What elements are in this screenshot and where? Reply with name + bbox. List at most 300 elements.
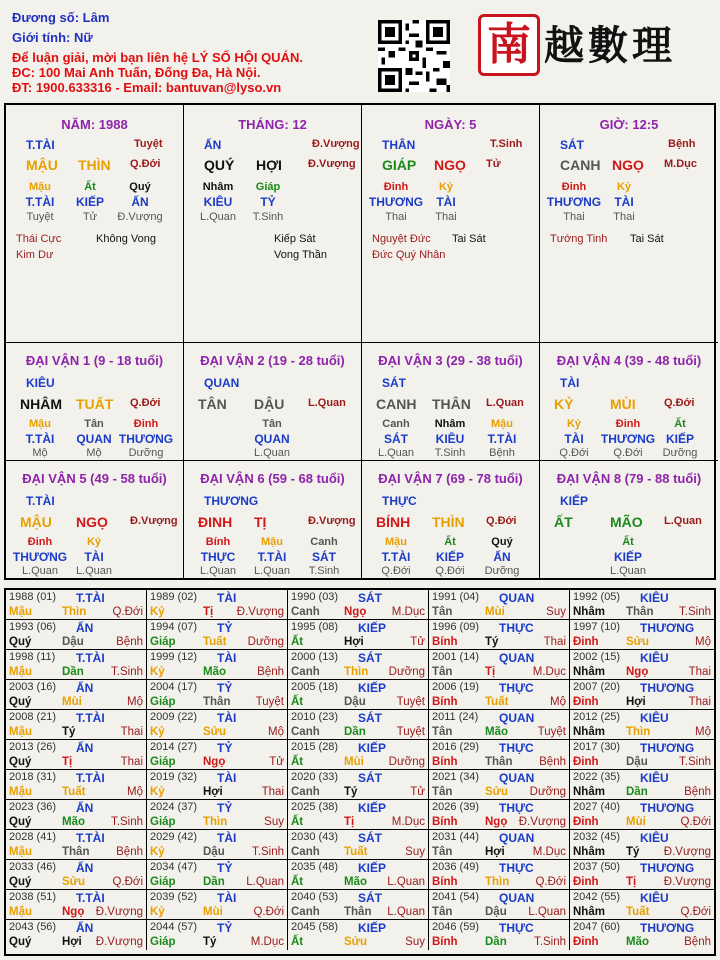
year-cell	[6, 710, 147, 740]
year-label: 2020 (33)	[291, 771, 339, 783]
year-life: Suy	[546, 606, 566, 618]
year-label: 2015 (28)	[291, 741, 339, 753]
year-label: 2022 (35)	[573, 771, 621, 783]
dai-van-life: L.Quan	[308, 397, 346, 409]
year-life: Đ.Vượng	[95, 906, 143, 918]
dai-van-hidden-stem: Ất	[674, 418, 686, 430]
hidden-god: THƯƠNG	[546, 195, 602, 209]
year-life: Q.Đới	[535, 876, 566, 888]
year-god: SÁT	[358, 711, 382, 725]
year-life: M.Dục	[391, 816, 425, 828]
dai-van-stem: ĐINH	[198, 514, 233, 530]
year-life: Tuyệt	[396, 696, 425, 708]
year-god: ẤN	[76, 681, 94, 695]
year-stem: Tân	[432, 606, 453, 618]
year-god: THỰC	[499, 681, 534, 695]
pillar-life-stage: Bệnh	[668, 138, 696, 150]
year-god: TÀI	[217, 891, 237, 905]
dai-van-cell-2	[184, 343, 362, 461]
year-life: Thai	[688, 666, 711, 678]
hidden-life: Đ.Vượng	[117, 211, 163, 223]
year-branch: Thìn	[62, 606, 87, 618]
dai-van-cell-5	[6, 461, 184, 579]
dai-van-hidden-god: TÀI	[564, 432, 584, 446]
year-cell	[288, 830, 429, 860]
year-branch: Dần	[626, 786, 648, 798]
hidden-god: ẤN	[131, 195, 149, 209]
year-god: SÁT	[358, 831, 382, 845]
hidden-god: THƯƠNG	[368, 195, 424, 209]
year-label: 2018 (31)	[9, 771, 57, 783]
year-label: 2043 (56)	[9, 921, 57, 933]
year-cell	[147, 890, 288, 920]
hidden-stem: Đinh	[561, 181, 587, 193]
year-label: 2026 (39)	[432, 801, 480, 813]
year-life: Q.Đới	[112, 606, 143, 618]
year-branch: Thìn	[626, 726, 651, 738]
dai-van-hidden-god: T.TÀI	[257, 550, 287, 564]
year-life: Mộ	[695, 726, 711, 738]
year-label: 2000 (13)	[291, 651, 339, 663]
year-stem: Tân	[432, 846, 453, 858]
year-branch: Thân	[626, 606, 654, 618]
qr-code-icon	[378, 20, 450, 92]
year-life: L.Quan	[387, 906, 425, 918]
year-cell	[6, 770, 147, 800]
hidden-god: TÀI	[436, 195, 456, 209]
year-label: 2039 (52)	[150, 891, 198, 903]
dai-van-branch: DẬU	[254, 396, 285, 412]
pillar-stem: GIÁP	[382, 157, 417, 173]
year-god: TÀI	[217, 831, 237, 845]
dai-van-hidden-stem: Đinh	[615, 418, 641, 430]
year-life: Bệnh	[116, 846, 143, 858]
year-stem: Bính	[432, 816, 458, 828]
year-life: Mộ	[695, 636, 711, 648]
year-god: TÀI	[217, 651, 237, 665]
year-cell	[6, 860, 147, 890]
year-branch: Thân	[203, 696, 231, 708]
year-label: 2040 (53)	[291, 891, 339, 903]
year-label: 2016 (29)	[432, 741, 480, 753]
dai-van-hidden-stem: Bính	[205, 536, 231, 548]
dai-van-god: QUAN	[204, 376, 240, 390]
dai-van-hidden-god: T.TÀI	[25, 432, 55, 446]
year-branch: Mão	[344, 876, 367, 888]
year-label: 1996 (09)	[432, 621, 480, 633]
year-life: Thai	[120, 726, 143, 738]
dai-van-hidden-god: T.TÀI	[381, 550, 411, 564]
year-branch: Sửu	[344, 936, 368, 948]
year-cell	[570, 710, 714, 740]
dai-van-cell-7	[362, 461, 540, 579]
year-label: 2012 (25)	[573, 711, 621, 723]
year-god: KIẾP	[358, 621, 387, 635]
year-god: THƯƠNG	[640, 621, 695, 635]
year-stem: Kỷ	[150, 786, 165, 798]
year-label: 2033 (46)	[9, 861, 57, 873]
pillar-star: Vong Thần	[274, 249, 328, 261]
year-stem: Nhâm	[573, 786, 605, 798]
phone-email: ĐT: 1900.633316 - Email: bantuvan@lyso.vn	[12, 80, 282, 95]
year-stem: Đinh	[573, 696, 599, 708]
year-god: THƯƠNG	[640, 861, 695, 875]
dai-van-hidden-god: ẤN	[493, 550, 511, 564]
year-branch: Tị	[203, 606, 214, 618]
year-branch: Ngọ	[485, 816, 508, 828]
year-life: Dưỡng	[388, 666, 425, 678]
pillar-cell-3	[540, 105, 718, 343]
pillar-header: GIỜ: 12:5	[599, 117, 659, 132]
hidden-stem: Ất	[84, 181, 96, 193]
hidden-life: Thai	[435, 211, 457, 223]
hidden-life: Tuyệt	[26, 211, 54, 223]
year-cell	[429, 680, 570, 710]
year-cell	[6, 620, 147, 650]
year-cell	[429, 620, 570, 650]
dai-van-hidden-god: THƯƠNG	[118, 432, 174, 446]
pillar-cell-0	[6, 105, 184, 343]
year-cell	[147, 650, 288, 680]
year-god: TỶ	[217, 921, 233, 935]
year-stem: Nhâm	[573, 906, 605, 918]
pillar-cell-2	[362, 105, 540, 343]
dai-van-branch: THÂN	[432, 396, 471, 412]
year-stem: Giáp	[150, 876, 176, 888]
dai-van-god: THƯƠNG	[204, 494, 259, 508]
hidden-god: KIẾP	[75, 195, 105, 209]
year-stem: Mậu	[9, 906, 32, 918]
dai-van-hidden-life: Q.Đới	[613, 447, 643, 459]
year-cell	[570, 680, 714, 710]
year-cell	[147, 830, 288, 860]
year-life: Tử	[269, 756, 284, 768]
hidden-life: Thai	[563, 211, 585, 223]
year-cell	[147, 800, 288, 830]
year-cell	[6, 920, 147, 950]
year-stem: Quý	[9, 816, 32, 828]
pillar-star: Tướng Tinh	[550, 233, 608, 245]
year-god: KIẾP	[358, 861, 387, 875]
year-cell	[570, 830, 714, 860]
year-label: 2038 (51)	[9, 891, 57, 903]
year-life: L.Quan	[387, 876, 425, 888]
year-god: THỰC	[499, 801, 534, 815]
hidden-god: T.TÀI	[25, 195, 55, 209]
year-cell	[429, 740, 570, 770]
year-life: Đ.Vượng	[663, 846, 711, 858]
year-god: QUAN	[499, 651, 535, 665]
year-life: Tuyệt	[255, 696, 284, 708]
year-cell	[288, 710, 429, 740]
year-branch: Mùi	[203, 906, 223, 918]
year-cell	[288, 620, 429, 650]
year-cell	[288, 800, 429, 830]
year-label: 1988 (01)	[9, 591, 57, 603]
year-stem: Bính	[432, 936, 458, 948]
year-life: Đ.Vượng	[518, 816, 566, 828]
pillar-header: NĂM: 1988	[61, 117, 128, 132]
dai-van-hidden-god: SÁT	[384, 432, 408, 446]
year-branch: Tuất	[62, 786, 86, 798]
pillar-branch-stage: Q.Đới	[130, 158, 161, 170]
year-life: M.Dục	[250, 936, 284, 948]
pillar-life-stage: Tuyệt	[134, 138, 163, 150]
year-label: 2037 (50)	[573, 861, 621, 873]
hidden-stem: Đinh	[383, 181, 409, 193]
year-branch: Mùi	[62, 696, 82, 708]
year-god: ẤN	[76, 621, 94, 635]
dai-van-hidden-life: Dưỡng	[662, 447, 698, 459]
dai-van-hidden-stem: Mậu	[29, 418, 51, 430]
year-label: 2021 (34)	[432, 771, 480, 783]
pillar-branch-stage: Tử	[486, 158, 501, 170]
year-branch: Sửu	[203, 726, 227, 738]
dai-van-header: ĐẠI VẬN 3 (29 - 38 tuổi)	[378, 353, 523, 368]
pillar-star: Đức Quý Nhân	[372, 249, 446, 261]
year-life: Mộ	[550, 696, 566, 708]
year-god: TÀI	[217, 711, 237, 725]
dai-van-stem: TÂN	[198, 396, 227, 412]
dai-van-branch: TUẤT	[76, 396, 114, 412]
year-branch: Tý	[344, 786, 358, 798]
year-branch: Dậu	[485, 906, 507, 918]
year-cell	[6, 680, 147, 710]
year-label: 2005 (18)	[291, 681, 339, 693]
year-label: 2034 (47)	[150, 861, 198, 873]
year-stem: Tân	[432, 726, 453, 738]
dai-van-hidden-life: L.Quan	[75, 565, 113, 577]
gender: Giới tính: Nữ	[12, 30, 93, 45]
year-stem: Bính	[432, 636, 458, 648]
year-branch: Sửu	[626, 636, 650, 648]
year-life: L.Quan	[528, 906, 566, 918]
year-god: TỶ	[217, 621, 233, 635]
year-label: 2036 (49)	[432, 861, 480, 873]
dai-van-hidden-stem: Mậu	[385, 536, 407, 548]
pillar-branch: HỢI	[256, 157, 282, 173]
year-cell	[6, 650, 147, 680]
year-cell	[6, 830, 147, 860]
year-cell	[288, 680, 429, 710]
pillar-star: Không Vong	[96, 233, 156, 245]
year-stem: Ất	[291, 936, 304, 948]
year-god: TÀI	[217, 591, 237, 605]
year-branch: Tý	[203, 936, 217, 948]
year-branch: Mão	[62, 816, 85, 828]
year-god: THƯƠNG	[640, 801, 695, 815]
dai-van-god: TÀI	[560, 376, 580, 390]
dai-van-god: KIÊU	[26, 376, 55, 390]
year-life: Bệnh	[539, 756, 566, 768]
year-god: KIÊU	[640, 771, 669, 785]
dai-van-hidden-god: KIÊU	[435, 432, 465, 446]
dai-van-header: ĐẠI VẬN 8 (79 - 88 tuổi)	[556, 471, 702, 486]
pillar-branch-stage: M.Dục	[664, 158, 697, 170]
year-cell	[147, 740, 288, 770]
pillar-stem: CANH	[560, 157, 601, 173]
year-cell	[429, 830, 570, 860]
year-stem: Đinh	[573, 936, 599, 948]
year-stem: Giáp	[150, 756, 176, 768]
year-label: 2027 (40)	[573, 801, 621, 813]
year-stem: Bính	[432, 756, 458, 768]
year-label: 2019 (32)	[150, 771, 198, 783]
year-cell	[288, 740, 429, 770]
year-cell	[429, 920, 570, 950]
dai-van-stem: MẬU	[20, 514, 52, 530]
dai-van-hidden-stem: Ất	[622, 536, 634, 548]
year-branch: Thìn	[344, 666, 369, 678]
year-branch: Dậu	[344, 696, 366, 708]
dai-van-hidden-life: T.Sinh	[434, 447, 466, 459]
year-life: Thai	[688, 696, 711, 708]
year-stem: Kỷ	[150, 846, 165, 858]
year-label: 2047 (60)	[573, 921, 621, 933]
year-god: KIÊU	[640, 831, 669, 845]
year-branch: Tị	[626, 876, 637, 888]
dai-van-cell-6	[184, 461, 362, 579]
dai-van-hidden-god: QUAN	[254, 432, 290, 446]
year-life: Bệnh	[257, 666, 284, 678]
year-cell	[6, 890, 147, 920]
pillar-life-stage: Đ.Vượng	[312, 138, 360, 150]
year-cell	[570, 920, 714, 950]
dai-van-hidden-stem: Tân	[84, 418, 104, 430]
year-branch: Dậu	[62, 636, 84, 648]
year-god: T.TÀI	[76, 771, 105, 785]
year-cell	[570, 650, 714, 680]
year-cell	[147, 620, 288, 650]
year-label: 2007 (20)	[573, 681, 621, 693]
year-stem: Giáp	[150, 696, 176, 708]
year-cell	[570, 770, 714, 800]
year-god: THỰC	[499, 741, 534, 755]
address: ĐC: 100 Mai Anh Tuấn, Đống Đa, Hà Nội.	[12, 65, 261, 80]
dai-van-hidden-god: KIẾP	[613, 550, 643, 564]
year-stem: Canh	[291, 846, 320, 858]
year-stem: Mậu	[9, 606, 32, 618]
year-stem: Mậu	[9, 786, 32, 798]
year-god: KIẾP	[358, 681, 387, 695]
dai-van-stem: NHÂM	[20, 396, 62, 412]
year-label: 2010 (23)	[291, 711, 339, 723]
year-stem: Quý	[9, 696, 32, 708]
year-label: 2024 (37)	[150, 801, 198, 813]
year-god: ẤN	[76, 921, 94, 935]
dai-van-branch: NGỌ	[76, 514, 108, 530]
year-god: QUAN	[499, 711, 535, 725]
year-life: Đ.Vượng	[663, 876, 711, 888]
year-life: L.Quan	[246, 876, 284, 888]
year-label: 2009 (22)	[150, 711, 198, 723]
year-life: Tuyệt	[537, 726, 566, 738]
year-life: Q.Đới	[112, 876, 143, 888]
year-label: 2041 (54)	[432, 891, 480, 903]
year-life: Tử	[410, 786, 425, 798]
year-stem: Ất	[291, 816, 304, 828]
year-cell	[288, 770, 429, 800]
year-god: KIÊU	[640, 891, 669, 905]
pillar-branch-stage: Đ.Vượng	[308, 158, 356, 170]
year-branch: Mùi	[344, 756, 364, 768]
year-label: 2008 (21)	[9, 711, 57, 723]
year-god: TỶ	[217, 801, 233, 815]
dai-van-branch: MÙI	[610, 396, 636, 412]
year-cell	[147, 770, 288, 800]
year-stem: Ất	[291, 876, 304, 888]
year-stem: Đinh	[573, 876, 599, 888]
hidden-life: Thai	[385, 211, 407, 223]
year-branch: Hợi	[626, 696, 646, 708]
year-branch: Thìn	[203, 816, 228, 828]
year-branch: Tị	[344, 816, 355, 828]
year-life: T.Sinh	[679, 606, 711, 618]
dai-van-cell-8	[540, 461, 718, 579]
year-stem: Nhâm	[573, 606, 605, 618]
year-cell	[570, 800, 714, 830]
year-label: 2030 (43)	[291, 831, 339, 843]
year-god: SÁT	[358, 771, 382, 785]
dai-van-god: SÁT	[382, 376, 406, 390]
year-branch: Hợi	[62, 936, 82, 948]
year-life: Q.Đới	[253, 906, 284, 918]
pillar-stem-god: SÁT	[560, 138, 584, 152]
year-label: 2004 (17)	[150, 681, 198, 693]
pillar-stem: MẬU	[26, 157, 58, 173]
year-god: TỶ	[217, 681, 233, 695]
year-god: ẤN	[76, 741, 94, 755]
hidden-stem: Nhâm	[202, 181, 234, 193]
dai-van-hidden-god: T.TÀI	[487, 432, 517, 446]
year-cell	[288, 590, 429, 620]
dai-van-hidden-life: Dưỡng	[128, 447, 164, 459]
dai-van-life: Q.Đới	[664, 397, 695, 409]
year-god: TỶ	[217, 741, 233, 755]
year-god: THỰC	[499, 861, 534, 875]
year-life: M.Dục	[391, 606, 425, 618]
year-branch: Tuất	[485, 696, 509, 708]
year-stem: Nhâm	[573, 846, 605, 858]
year-label: 2045 (58)	[291, 921, 339, 933]
dai-van-hidden-god: THƯƠNG	[600, 432, 656, 446]
year-label: 1989 (02)	[150, 591, 198, 603]
dai-van-hidden-god: KIẾP	[435, 550, 465, 564]
dai-van-hidden-life: Mộ	[86, 447, 102, 459]
pillar-star: Kiếp Sát	[274, 233, 316, 245]
pillar-branch: NGỌ	[434, 157, 466, 173]
dai-van-cell-3	[362, 343, 540, 461]
pillar-branch: THÌN	[78, 157, 111, 173]
year-branch: Dậu	[203, 846, 225, 858]
year-label: 1993 (06)	[9, 621, 57, 633]
owner-name: Đương số: Lâm	[12, 10, 110, 25]
dai-van-hidden-life: Mộ	[32, 447, 48, 459]
year-stem: Mậu	[9, 726, 32, 738]
year-cell	[147, 860, 288, 890]
year-stem: Giáp	[150, 636, 176, 648]
dai-van-hidden-stem: Đinh	[133, 418, 159, 430]
dai-van-hidden-god: THƯƠNG	[12, 550, 68, 564]
year-label: 1991 (04)	[432, 591, 480, 603]
dai-van-hidden-life: Q.Đới	[559, 447, 589, 459]
year-stem: Canh	[291, 606, 320, 618]
year-stem: Mậu	[9, 666, 32, 678]
year-god: T.TÀI	[76, 711, 105, 725]
year-branch: Tị	[62, 756, 73, 768]
year-life: Suy	[405, 936, 425, 948]
year-life: Dưỡng	[247, 636, 284, 648]
